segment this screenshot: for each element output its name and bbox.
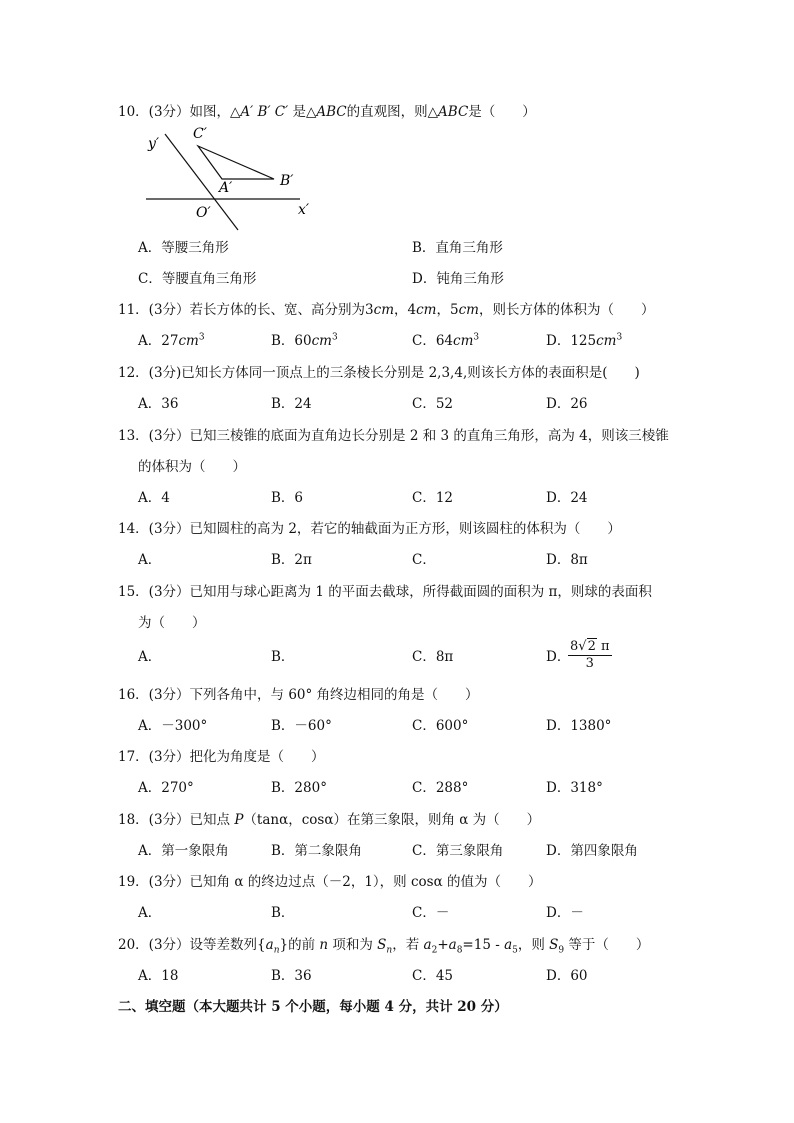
q20-text: 等于（ ） bbox=[564, 937, 650, 953]
q11-text: cm bbox=[373, 302, 395, 318]
q10-text: ABC bbox=[316, 104, 347, 120]
sqrt-sign: √ bbox=[578, 639, 587, 654]
q11-option-a bbox=[138, 332, 205, 350]
oblique-axes-figure bbox=[140, 122, 330, 234]
q20-text: =15 - bbox=[462, 937, 505, 953]
question-13-stem-line2: 的体积为（ ） bbox=[138, 459, 246, 475]
q20-text: S bbox=[377, 937, 387, 953]
section-2-heading: 二、填空题（本大题共计 5 个小题，每小题 4 分，共计 20 分） bbox=[118, 999, 508, 1015]
q10-text: 的直观图，则△ bbox=[346, 104, 439, 120]
sqrt-radicand: 2 bbox=[587, 639, 596, 654]
q12-option-a: A．36 bbox=[138, 396, 179, 412]
q20-text: }的前 bbox=[279, 937, 320, 953]
q16-option-d: D．1380° bbox=[546, 718, 612, 734]
q10-text: 是△ bbox=[288, 104, 317, 120]
q15-option-d-fraction bbox=[568, 639, 612, 672]
question-19-stem: 19．(3分）已知角 α 的终边过点（－2，1），则 cosα 的值为（ ） bbox=[118, 874, 542, 890]
label-b-prime: B′ bbox=[280, 173, 294, 189]
q17-option-a: A．270° bbox=[138, 780, 194, 796]
q17-option-b: B．280° bbox=[271, 780, 327, 796]
q11-text: 5 bbox=[449, 302, 459, 318]
triangle-abc-prime bbox=[198, 146, 274, 179]
q18-option-d: D．第四象限角 bbox=[546, 843, 638, 859]
q12-option-b: B．24 bbox=[271, 396, 312, 412]
q20-text: S bbox=[549, 937, 559, 953]
q20-text: + bbox=[437, 937, 449, 953]
question-18-stem bbox=[118, 811, 540, 829]
q11-text: ，则长方体的体积为（ ） bbox=[478, 302, 655, 318]
q11-option-unit: cm bbox=[596, 333, 617, 349]
q20-text: a bbox=[423, 937, 432, 953]
q11-option-text: A．27 bbox=[138, 333, 179, 349]
label-c-prime: C′ bbox=[193, 126, 207, 142]
q10-text: 是（ ） bbox=[468, 104, 536, 120]
q15-option-a: A． bbox=[138, 649, 162, 665]
q20-sub: 9 bbox=[558, 945, 565, 956]
q11-option-exp: 3 bbox=[616, 332, 623, 343]
q14-option-b: B．2π bbox=[271, 552, 312, 568]
label-a-prime: A′ bbox=[219, 180, 233, 196]
q20-text: a bbox=[448, 937, 457, 953]
q10-text: ABC bbox=[438, 104, 469, 120]
question-17-stem: 17．(3分）把化为角度是（ ） bbox=[118, 749, 325, 765]
q10-option-d: D．钝角三角形 bbox=[412, 271, 504, 287]
q11-text: ， bbox=[436, 302, 450, 318]
question-12-stem: 12．(3分)已知长方体同一顶点上的三条棱长分别是 2,3,4,则该长方体的表面积是( ) bbox=[118, 365, 640, 381]
fraction-coef: 8 bbox=[570, 639, 579, 654]
question-14-stem: 14．(3分）已知圆柱的高为 2，若它的轴截面为正方形，则该圆柱的体积为（ ） bbox=[118, 521, 621, 537]
q11-text: cm bbox=[458, 302, 479, 318]
q20-option-d: D．60 bbox=[546, 968, 588, 984]
question-15-stem-line1: 15．(3分）已知用与球心距离为 1 的平面去截球，所得截面圆的面积为 π，则球的表面积 bbox=[118, 584, 652, 600]
q14-option-a: A． bbox=[138, 552, 162, 568]
q20-text: a bbox=[265, 937, 274, 953]
question-16-stem: 16．(3分）下列各角中，与 60° 角终边相同的角是（ ） bbox=[118, 687, 479, 703]
q20-option-a: A．18 bbox=[138, 968, 179, 984]
q11-option-text: C．64 bbox=[412, 333, 454, 349]
q12-option-c: C．52 bbox=[412, 396, 454, 412]
label-y-prime: y′ bbox=[148, 136, 160, 152]
q12-option-d: D．26 bbox=[546, 396, 588, 412]
q15-option-c: C．8π bbox=[412, 649, 454, 665]
q20-sub: 8 bbox=[456, 945, 463, 956]
question-20-stem bbox=[118, 936, 649, 954]
q20-sub: n bbox=[386, 945, 393, 956]
q20-text: 20．(3分）设等差数列{ bbox=[118, 937, 266, 953]
q20-sub: 2 bbox=[431, 945, 438, 956]
q10-option-a: A．等腰三角形 bbox=[138, 240, 229, 256]
question-10-stem bbox=[118, 103, 536, 121]
q11-text: cm bbox=[416, 302, 437, 318]
label-x-prime: x′ bbox=[298, 202, 310, 218]
q17-option-c: C．288° bbox=[412, 780, 469, 796]
q10-text: 10．(3分）如图，△ bbox=[118, 104, 241, 120]
q13-option-c: C．12 bbox=[412, 490, 454, 506]
q11-option-exp: 3 bbox=[473, 332, 480, 343]
q19-option-d: D．－ bbox=[546, 905, 584, 921]
q11-option-text: B．60 bbox=[271, 333, 312, 349]
fraction-denominator: 3 bbox=[585, 656, 594, 671]
q20-text: n bbox=[319, 937, 329, 953]
q14-option-c: C． bbox=[412, 552, 436, 568]
q20-option-b: B．36 bbox=[271, 968, 312, 984]
q16-option-b: B．－60° bbox=[271, 718, 332, 734]
q11-text: ， bbox=[394, 302, 408, 318]
q15-option-b: B． bbox=[271, 649, 295, 665]
q18-text: 18．(3分）已知点 bbox=[118, 812, 235, 828]
q18-option-a: A．第一象限角 bbox=[138, 843, 229, 859]
q18-text: P bbox=[234, 812, 244, 828]
q20-text: ，则 bbox=[517, 937, 550, 953]
q18-option-c: C．第三象限角 bbox=[412, 843, 504, 859]
question-13-stem-line1: 13．(3分）已知三棱锥的底面为直角边长分别是 2 和 3 的直角三角形，高为 4，则该三棱锥 bbox=[118, 428, 669, 444]
q18-text: （tanα，cosα）在第三象限，则角 α 为（ ） bbox=[243, 812, 541, 828]
q11-option-exp: 3 bbox=[198, 332, 205, 343]
q11-option-d bbox=[546, 332, 622, 350]
q18-option-b: B．第二象限角 bbox=[271, 843, 362, 859]
q11-option-unit: cm bbox=[311, 333, 332, 349]
q11-option-text: D．125 bbox=[546, 333, 597, 349]
q17-option-d: D．318° bbox=[546, 780, 603, 796]
q14-option-d: D．8π bbox=[546, 552, 588, 568]
q11-option-b bbox=[271, 332, 338, 350]
q16-option-c: C．600° bbox=[412, 718, 469, 734]
q11-option-unit: cm bbox=[453, 333, 474, 349]
q13-option-a: A．4 bbox=[138, 490, 170, 506]
question-15-stem-line2: 为（ ） bbox=[138, 615, 206, 631]
q11-option-exp: 3 bbox=[331, 332, 338, 343]
q19-option-b: B． bbox=[271, 905, 295, 921]
fraction-numerator bbox=[568, 639, 612, 656]
q11-text: 11．(3分）若长方体的长、宽、高分别为 bbox=[118, 302, 366, 318]
q20-text: ，若 bbox=[392, 937, 424, 953]
q19-option-a: A． bbox=[138, 905, 162, 921]
q11-option-c bbox=[412, 332, 479, 350]
q10-option-b: B．直角三角形 bbox=[412, 240, 503, 256]
q15-option-d: D． bbox=[546, 649, 571, 665]
q10-option-c: C．等腰直角三角形 bbox=[138, 271, 257, 287]
q20-option-c: C．45 bbox=[412, 968, 454, 984]
q20-text: a bbox=[504, 937, 513, 953]
q20-text: 项和为 bbox=[328, 937, 378, 953]
q11-text: 4 bbox=[407, 302, 417, 318]
q20-sub: n bbox=[273, 945, 280, 956]
q11-text: 3 bbox=[365, 302, 374, 318]
q10-text: A′ B′ C′ bbox=[240, 104, 289, 120]
q13-option-b: B．6 bbox=[271, 490, 304, 506]
label-o-prime: O′ bbox=[196, 205, 211, 221]
q20-sub: 5 bbox=[512, 945, 518, 956]
q16-option-a: A．－300° bbox=[138, 718, 208, 734]
q19-option-c: C．－ bbox=[412, 905, 450, 921]
q11-option-unit: cm bbox=[178, 333, 199, 349]
question-11-stem bbox=[118, 301, 654, 319]
fraction-pi: π bbox=[596, 639, 610, 654]
q13-option-d: D．24 bbox=[546, 490, 588, 506]
